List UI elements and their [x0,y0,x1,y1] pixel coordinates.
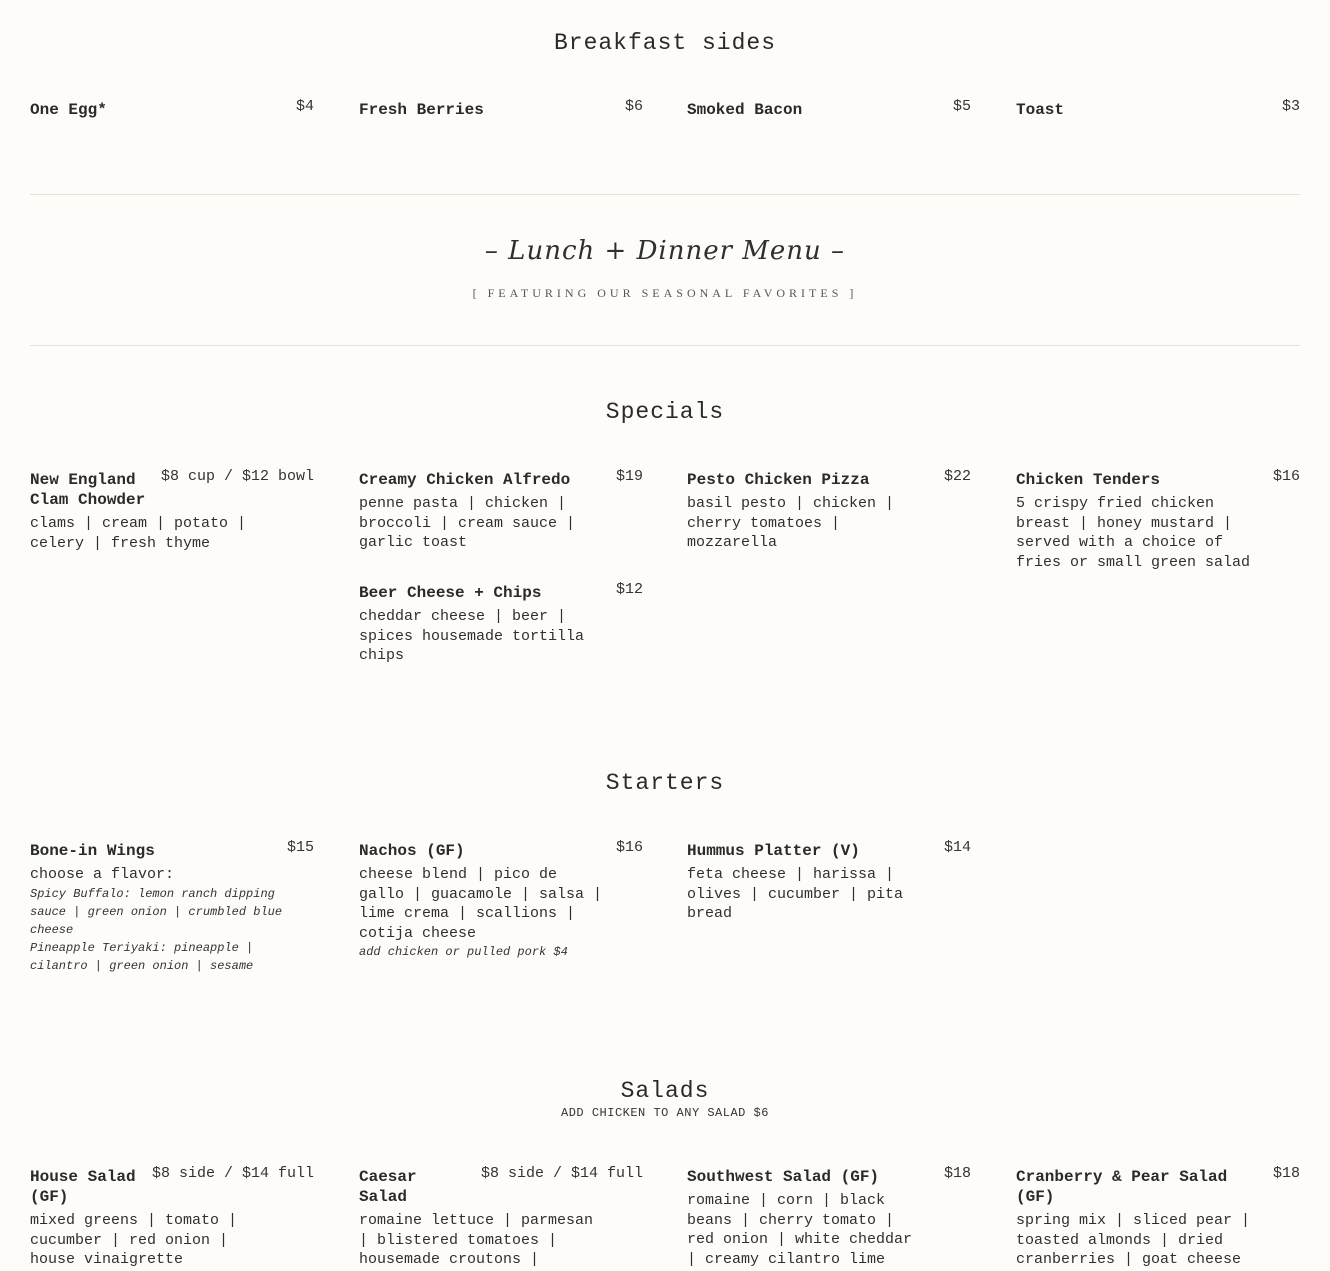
item-name: Smoked Bacon [687,101,803,119]
item-description: spring mix | sliced pear | toasted almonds | dried cranberries | goat cheese [1016,1212,1251,1268]
item-name: Hummus Platter (V) [687,842,860,860]
menu-banner-title: – Lunch + Dinner Menu – [484,236,846,266]
item-price: $3 [1276,98,1300,115]
item-price: $4 [290,98,314,115]
item-name: Toast [1016,101,1065,119]
item-name: Pesto Chicken Pizza [687,471,870,489]
item-name: Creamy Chicken Alfredo [359,471,571,489]
menu-banner-subtitle: [ FEATURING OUR SEASONAL FAVORITES ] [472,286,858,300]
item-name: Chicken Tenders [1016,471,1161,489]
item-description: mixed greens | tomato | cucumber | red onion | house vinaigrette [30,1212,238,1268]
item-name: One Egg* [30,101,107,119]
item-description: cheddar cheese | beer | spices housemade tortilla chips [359,608,585,664]
item-price: $18 [938,1165,971,1182]
menu-item [359,470,643,553]
menu-item [30,470,314,553]
item-description: choose a flavor: [30,866,175,883]
item-name: Beer Cheese + Chips [359,584,542,602]
salads-title: Salads [620,1078,710,1104]
item-description: feta cheese | harissa | olives | cucumber | pita bread [687,866,904,922]
item-description: romaine lettuce | parmesan | blistered tomatoes | housemade croutons | [359,1212,594,1268]
divider [30,194,1300,195]
salads-note: ADD CHICKEN TO ANY SALAD $6 [561,1106,769,1120]
item-description: penne pasta | chicken | broccoli | cream sauce | garlic toast [359,495,576,551]
item-description: 5 crispy fried chicken breast | honey mustard | served with a choice of fries or small green salad [1016,495,1251,571]
item-name: New England Clam Chowder [30,471,146,509]
item-addon: add chicken or pulled pork $4 [359,945,568,959]
item-price: $8 cup / $12 bowl [155,468,314,485]
item-price: $6 [619,98,643,115]
item-name: Fresh Berries [359,101,484,119]
item-description: romaine | corn | black beans | cherry tomato | red onion | white cheddar | creamy cilantro lime [687,1192,913,1268]
menu-item [687,470,971,553]
menu-item [687,1167,971,1269]
item-price: $16 [610,839,643,856]
menu-item [30,841,314,975]
item-price: $22 [938,468,971,485]
item-description: clams | cream | potato | celery | fresh thyme [30,515,247,552]
item-name: Southwest Salad (GF) [687,1168,880,1186]
item-price: $19 [610,468,643,485]
item-price: $16 [1267,468,1300,485]
item-name: Caesar Salad [359,1168,417,1206]
menu-item [1016,1167,1300,1270]
menu-item [1016,100,1300,120]
item-price: $12 [610,581,643,598]
menu-item [359,1167,643,1270]
item-price: $18 [1267,1165,1300,1182]
item-name: Nachos (GF) [359,842,465,860]
menu-item [30,1167,314,1270]
menu-item [359,100,643,120]
menu-item [30,100,314,120]
item-name: Cranberry & Pear Salad (GF) [1016,1168,1228,1206]
item-name: Bone-in Wings [30,842,155,860]
item-price: $15 [281,839,314,856]
menu-item [1016,470,1300,572]
specials-title: Specials [605,399,725,425]
starters-title: Starters [605,770,725,796]
menu-item [687,100,971,120]
item-flavor-option: Pineapple Teriyaki: pineapple | cilantro | green onion | sesame [30,940,254,973]
item-name: House Salad (GF) [30,1168,136,1206]
breakfast-sides-title: Breakfast sides [553,30,777,56]
item-price: $8 side / $14 full [146,1165,314,1182]
item-description: basil pesto | chicken | cherry tomatoes | mozzarella [687,495,895,551]
item-price: $14 [938,839,971,856]
menu-item [359,841,643,961]
divider [30,345,1300,346]
item-description: cheese blend | pico de gallo | guacamole | salsa | lime crema | scallions | cotija cheese [359,866,603,942]
item-price: $5 [947,98,971,115]
item-flavor-option: Spicy Buffalo: lemon ranch dipping sauce | green onion | crumbled blue cheese [30,886,283,937]
menu-item [687,841,971,924]
menu-item [359,583,643,666]
item-price: $8 side / $14 full [475,1165,643,1182]
